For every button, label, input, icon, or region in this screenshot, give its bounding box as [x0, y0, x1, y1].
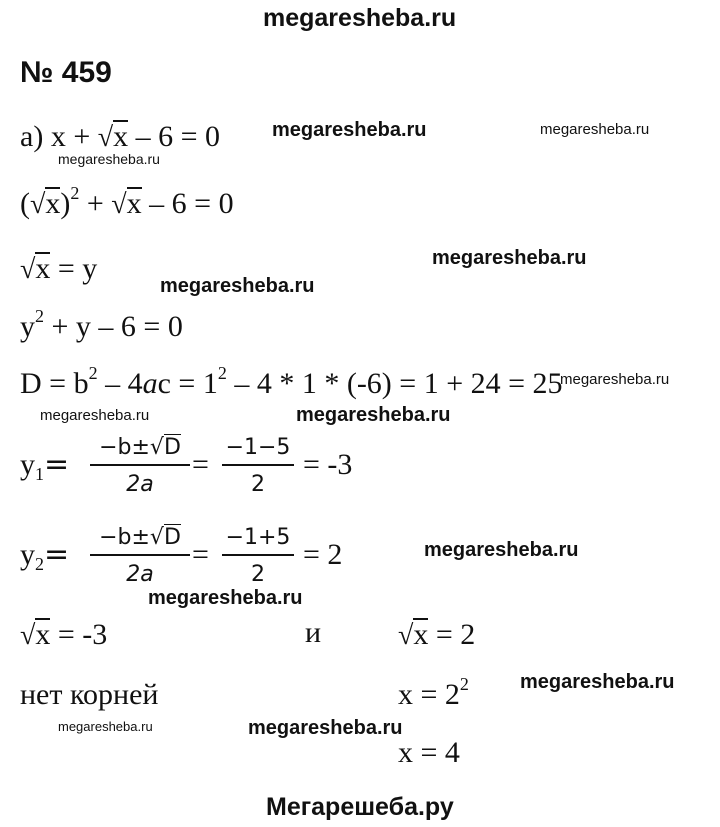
watermark: megaresheba.ru	[432, 247, 587, 269]
equation-line-1	[20, 120, 220, 152]
watermark: megaresheba.ru	[148, 587, 303, 609]
watermark: megaresheba.ru	[272, 119, 427, 141]
eq5-b: – 4	[97, 367, 143, 400]
eq1-rhs: – 6 = 0	[128, 120, 221, 153]
equation-line-5	[20, 363, 563, 400]
footer-site: Мегарешеба.ру	[266, 793, 454, 821]
eq4-rhs: + y – 6 = 0	[44, 310, 183, 343]
eq2-open: (	[20, 187, 30, 220]
watermark: megaresheba.ru	[160, 275, 315, 297]
eq5-a: D = b	[20, 367, 89, 400]
part-label: а)	[20, 120, 44, 153]
watermark: megaresheba.ru	[540, 121, 650, 138]
watermark: megaresheba.ru	[560, 371, 670, 388]
y1-eq2: =	[192, 448, 209, 481]
sqrt-x: √x	[398, 618, 429, 651]
sqrt-x: √x	[20, 618, 51, 651]
sqrt-x: √x	[97, 120, 129, 153]
sqrt-x: √x	[111, 187, 142, 220]
y2-fraction-general: $\frac{-b\pm√D}{2a}$	[90, 525, 190, 587]
eq3-rhs: = y	[50, 252, 98, 285]
y1-result: = -3	[303, 448, 353, 481]
eq5-ai: a	[142, 367, 158, 400]
watermark: megaresheba.ru	[424, 539, 579, 561]
eq2-rhs: – 6 = 0	[141, 187, 234, 220]
exponent: 2	[35, 306, 44, 326]
watermark: megaresheba.ru	[58, 719, 153, 734]
eq4-y: y	[20, 310, 35, 343]
eq2-close: )	[60, 187, 71, 220]
y1-label: $y_1=$	[20, 447, 70, 484]
exponent: 2	[217, 363, 227, 383]
eq5-c: c = 1	[157, 367, 218, 400]
watermark: megaresheba.ru	[248, 717, 403, 739]
watermark: megaresheba.ru	[58, 151, 160, 167]
sqrt-x: √x	[30, 187, 61, 220]
equation-line-4	[20, 306, 183, 343]
problem-number: № 459	[20, 56, 112, 89]
exponent: 2	[70, 183, 80, 203]
case-right-step2: x = 4	[398, 736, 460, 769]
y1-fraction-numeric: $\frac{-1-5}{2}$	[222, 435, 294, 497]
y2-label: $y_2=$	[20, 537, 70, 574]
conjunction: и	[305, 616, 322, 649]
equation-line-2	[20, 183, 234, 220]
y1-fraction-general: $\frac{-b\pm√D}{2a}$	[90, 435, 190, 497]
eq2-mid: +	[79, 187, 112, 220]
y2-result: = 2	[303, 538, 343, 571]
y2-eq2: =	[192, 538, 209, 571]
case-right-equation: √x = 2	[398, 618, 476, 651]
equation-line-3	[20, 252, 97, 284]
watermark: megaresheba.ru	[520, 671, 675, 693]
y2-fraction-numeric: $\frac{-1+5}{2}$	[222, 525, 294, 587]
eq1-lhs: x +	[50, 120, 98, 153]
header-site: megaresheba.ru	[263, 4, 457, 32]
case-left-equation: √x = -3	[20, 618, 108, 651]
watermark: megaresheba.ru	[296, 404, 451, 426]
eq5-d: – 4 * 1 * (-6) = 1 + 24 = 25	[226, 367, 563, 400]
sqrt-x: √x	[20, 252, 51, 285]
watermark: megaresheba.ru	[40, 407, 150, 424]
no-roots-text: нет корней	[20, 678, 159, 711]
case-right-step1: $x = 2^2$	[398, 674, 469, 711]
exponent: 2	[88, 363, 98, 383]
